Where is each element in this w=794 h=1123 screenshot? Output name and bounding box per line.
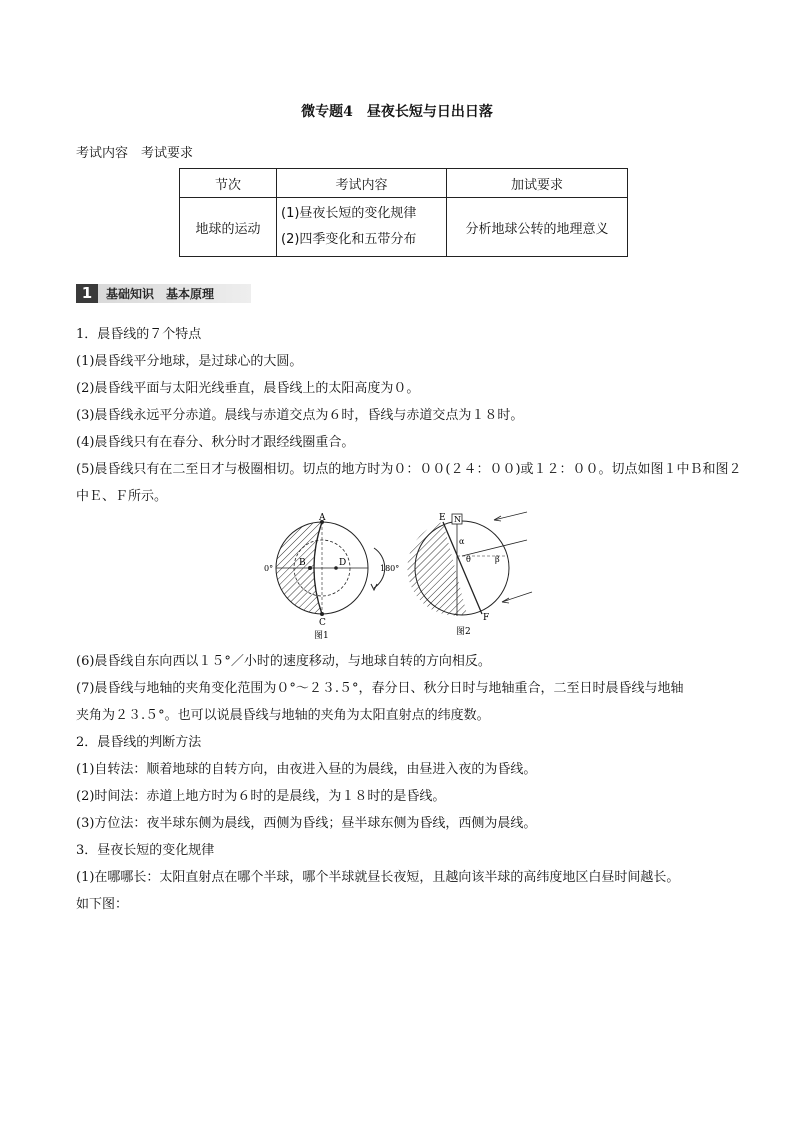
body-line: 3．昼夜长短的变化规律 xyxy=(76,843,215,858)
content-line: (2)四季变化和五带分布 xyxy=(281,232,417,247)
figure-2 xyxy=(407,512,532,637)
table-row xyxy=(180,198,628,257)
label-alpha: α xyxy=(459,537,465,546)
body-line: (1)晨昏线平分地球，是过球心的大圆。 xyxy=(76,354,303,369)
figure-terminator xyxy=(262,510,542,640)
body-line: (3)晨昏线永远平分赤道。晨线与赤道交点为６时，昏线与赤道交点为１８时。 xyxy=(76,408,524,423)
body-line: 夹角为２３.５°。也可以说晨昏线与地轴的夹角为太阳直射点的纬度数。 xyxy=(76,708,490,723)
body-line: (2)晨昏线平面与太阳光线垂直，晨昏线上的太阳高度为０。 xyxy=(76,381,420,396)
table-cell-requirement: 分析地球公转的地理意义 xyxy=(447,198,628,257)
label-f: F xyxy=(483,613,490,623)
body-line: 中Ｅ、Ｆ所示。 xyxy=(76,489,168,504)
body-line: (4)晨昏线只有在春分、秋分时才跟经线圈重合。 xyxy=(76,435,355,450)
table-header-row xyxy=(180,169,628,198)
body-line: (2)时间法：赤道上地方时为６时的是晨线，为１８时的是昏线。 xyxy=(76,789,446,804)
table-header: 考试内容 xyxy=(277,169,447,198)
requirements-table xyxy=(179,168,628,257)
table-cell-content xyxy=(277,198,447,257)
section-banner xyxy=(76,284,251,303)
body-line: (6)晨昏线自东向西以１５°／小时的速度移动，与地球自转的方向相反。 xyxy=(76,654,491,669)
figure-1 xyxy=(264,513,399,640)
subtitle: 考试内容 考试要求 xyxy=(76,146,194,161)
body-line: (7)晨昏线与地轴的夹角变化范围为０°～２３.５°，春分日、秋分日时与地轴重合，二至日时晨昏线与地轴 xyxy=(76,681,684,696)
body-line: (5)晨昏线只有在二至日才与极圈相切。切点的地方时为０：００(２４：００)或１２：００。切点如图１中Ｂ和图２ xyxy=(76,462,742,477)
figure-2-caption: 图2 xyxy=(456,627,471,637)
label-n: N xyxy=(454,515,461,524)
label-0deg: 0° xyxy=(264,564,274,573)
banner-text: 基础知识 基本原理 xyxy=(106,287,215,301)
label-theta: θ xyxy=(466,555,471,564)
body-line: 2．晨昏线的判断方法 xyxy=(76,735,202,750)
label-e: E xyxy=(439,513,446,523)
label-beta: β xyxy=(495,555,500,564)
label-180deg: 180° xyxy=(380,564,400,573)
body-line: 1．晨昏线的７个特点 xyxy=(76,327,202,342)
body-line: (1)在哪哪长：太阳直射点在哪个半球，哪个半球就昼长夜短，且越向该半球的高纬度地区白昼时间越长。 xyxy=(76,870,680,885)
body-line: (3)方位法：夜半球东侧为晨线，西侧为昏线；昼半球东侧为昏线，西侧为晨线。 xyxy=(76,816,537,831)
label-c: C xyxy=(319,618,326,628)
figure-1-caption: 图1 xyxy=(314,631,329,640)
content-line: (1)昼夜长短的变化规律 xyxy=(281,206,417,221)
banner-number: 1 xyxy=(76,284,98,303)
label-a: A xyxy=(319,513,326,523)
table-header: 加试要求 xyxy=(447,169,628,198)
table-header: 节次 xyxy=(180,169,277,198)
page-title: 微专题4 昼夜长短与日出日落 xyxy=(301,104,493,120)
label-b: B xyxy=(299,558,306,568)
table-cell-section: 地球的运动 xyxy=(180,198,277,257)
body-line: 如下图： xyxy=(76,897,129,912)
body-line: (1)自转法：顺着地球的自转方向，由夜进入昼的为晨线，由昼进入夜的为昏线。 xyxy=(76,762,537,777)
label-d: D xyxy=(339,558,347,568)
